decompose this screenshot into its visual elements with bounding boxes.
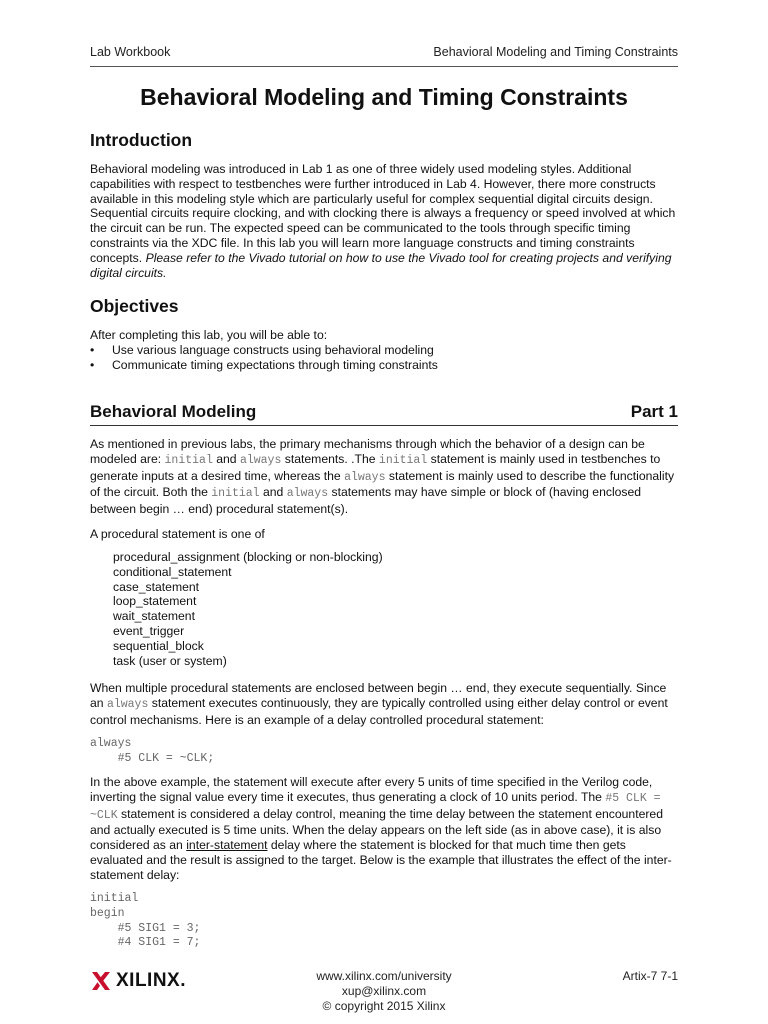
- list-item: event_trigger: [113, 623, 185, 638]
- logo-wordmark: XILINX.: [116, 970, 187, 991]
- xilinx-logo: [90, 970, 186, 992]
- list-item: • Use various language constructs using behavioral modeling: [90, 342, 434, 357]
- part-heading-bar: [90, 402, 678, 426]
- introduction-paragraph: [90, 162, 678, 280]
- bullet-icon: •: [90, 342, 95, 357]
- list-item: case_statement: [113, 579, 200, 594]
- list-item: loop_statement: [113, 594, 197, 609]
- list-item: • Communicate timing expectations through timing constraints: [90, 357, 438, 372]
- page-number: Artix-7 7-1: [622, 969, 678, 983]
- code-example-delay: always #5 CLK = ~CLK;: [90, 737, 215, 765]
- objectives-section: [90, 328, 678, 372]
- bullet-icon: •: [90, 357, 95, 372]
- footer-copyright: © copyright 2015 Xilinx: [322, 999, 446, 1013]
- footer-email: xup@xilinx.com: [341, 984, 427, 998]
- header-divider: [90, 66, 678, 67]
- part1-paragraph-2: A procedural statement is one of: [90, 527, 265, 541]
- part1-paragraph-3: When multiple procedural statements are enclosed between begin … end, they execute sequentially. Since an always statement executes continuously, they are typically controlled using either delay control or event control mechanisms. Here is an example of a delay controlled procedural statement:: [90, 681, 668, 727]
- footer-website: www.xilinx.com/university: [316, 969, 452, 983]
- introduction-text: Behavioral modeling was introduced in Lab 1 as one of three widely used modeling styles. Additional capabilities with respect to testbenches were further introduced in Lab 4. However, there more constructs available in this modeling style which are particularly useful for complex sequential digital circuits design. Sequential circuits require clocking, and with clocking there is always a frequency or speed involved at which the circuit can be run. The expected speed can be communicated to the tools through specific timing constraints via the XDC file. In this lab you will learn more language constructs and timing constraints concepts.: [90, 162, 676, 265]
- header-left: Lab Workbook: [90, 45, 171, 59]
- header-right: Behavioral Modeling and Timing Constraints: [433, 45, 678, 59]
- introduction-italic-note: Please refer to the Vivado tutorial on how to use the Vivado tool for creating projects and verifying digital circuits.: [90, 250, 672, 280]
- objectives-heading: Objectives: [90, 296, 179, 316]
- part-heading: Behavioral Modeling: [90, 402, 257, 421]
- code-example-inter-statement: initial begin #5 SIG1 = 3; #4 SIG1 = 7;: [90, 892, 201, 950]
- document-title: Behavioral Modeling and Timing Constraints: [140, 84, 628, 110]
- list-item: wait_statement: [113, 609, 195, 624]
- footer-contact: [240, 969, 528, 1014]
- list-item: procedural_assignment (blocking or non-blocking): [113, 550, 383, 564]
- xilinx-x-icon: [90, 970, 112, 992]
- list-item: conditional_statement: [113, 564, 232, 579]
- part-label: Part 1: [630, 402, 678, 421]
- part1-paragraph-4: In the above example, the statement will execute after every 5 units of time specified in the Verilog code, inverting the signal value every time it executes, thus generating a clock of 10 units period. The #5 CLK = ~CLK statement is considered a delay control, meaning the time delay between the statement encountered and actually executed is 5 time units. When the delay appears on the left side (as in above case), it is also considered as an inter-statement delay where the statement is blocked for that much time then gets evaluated and the result is assigned to the target. Below is the example that illustrates the effect of the inter-statement delay:: [90, 775, 672, 882]
- introduction-heading: Introduction: [90, 130, 193, 150]
- list-item: task (user or system): [113, 653, 227, 668]
- list-item: sequential_block: [113, 638, 204, 653]
- objectives-intro: After completing this lab, you will be able to:: [90, 328, 328, 342]
- running-header: [90, 45, 678, 59]
- part1-paragraph-1: As mentioned in previous labs, the primary mechanisms through which the behavior of a design can be modeled are: initial and always statements. .The initial statement is mainly used in testbenches to generate inputs at a desired time, whereas the always statement is mainly used to describe the functionality of the circuit. Both the initial and always statements may have simple or block of (having enclosed between begin … end) procedural statement(s).: [90, 437, 675, 517]
- objectives-list: [90, 343, 678, 373]
- procedural-statement-list: [113, 550, 383, 668]
